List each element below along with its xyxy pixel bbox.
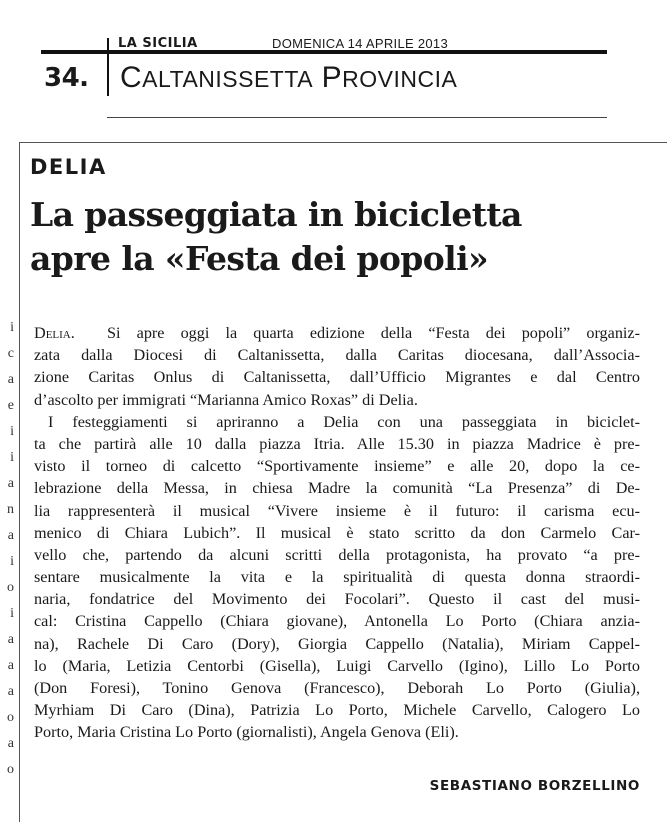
neighbor-column-fragment: n: [7, 502, 14, 517]
body-line: lo (Maria, Letizia Centorbi (Gisella), Luigi Carvello (Igino), Lillo Lo Porto: [34, 656, 640, 675]
neighbor-column-fragment: e: [7, 398, 14, 413]
article-frame-left: [19, 142, 20, 822]
page-number: 34.: [44, 63, 89, 93]
article-byline: SEBASTIANO BORZELLINO: [429, 778, 640, 794]
neighbor-column-fragment: i: [10, 424, 14, 439]
body-line: menico di Chiara Lubich”. Il musical è stato scritto da don Carmelo Car-: [34, 523, 640, 542]
body-line: sentare musicalmente la vita e la spiritualità di questa donna straordi-: [34, 568, 640, 587]
body-line: naria, fondatrice del Movimento dei Focolari”. Questo il cast del musi-: [34, 590, 640, 609]
neighbor-column-fragment: a: [7, 528, 14, 543]
masthead: LA SICILIA: [118, 36, 198, 51]
neighbor-column-fragment: o: [7, 710, 14, 725]
neighbor-column-edge: [0, 315, 14, 783]
neighbor-column-fragment: i: [10, 606, 14, 621]
section-title: [120, 61, 457, 95]
body-line: ta che partirà alle 10 dalla piazza Itria. Alle 15.30 in piazza Madrice è pre-: [34, 434, 640, 453]
neighbor-column-fragment: a: [7, 684, 14, 699]
body-line: d’ascolto per immigrati “Marianna Amico Roxas” di Delia.: [34, 390, 418, 409]
body-line: vello che, partendo da alcuni scritti della protagonista, ha provato “a pre-: [34, 545, 640, 564]
body-line: zione Caritas Onlus di Caltanissetta, dall’Ufficio Migrantes e dal Centro: [34, 368, 640, 387]
body-line: Delia. Si apre oggi la quarta edizione della “Festa dei popoli” organiz-: [34, 324, 640, 342]
headline-line: La passeggiata in bicicletta: [30, 195, 522, 234]
neighbor-column-fragment: a: [7, 736, 14, 751]
body-line: na), Rachele Di Caro (Dory), Giorgia Cappello (Natalia), Miriam Cappel-: [34, 634, 640, 653]
header-bottom-rule: [107, 117, 607, 118]
neighbor-column-fragment: a: [7, 632, 14, 647]
neighbor-column-fragment: a: [7, 372, 14, 387]
section-title-text: CALTANISSETTA PROVINCIA: [120, 61, 458, 94]
body-line: lebrazione della Messa, in chiesa Madre la comunità “La Presenza” di De-: [34, 479, 640, 498]
body-line: Myrhiam Di Caro (Dina), Patrizia Lo Porto, Michele Carvello, Calogero Lo: [34, 701, 640, 720]
neighbor-column-fragment: c: [7, 346, 14, 361]
headline-line: apre la «Festa dei popoli»: [30, 239, 489, 278]
body-line: I festeggiamenti si apriranno a Delia con una passeggiata in biciclet-: [48, 412, 640, 431]
body-line: lia rappresenterà il musical “Vivere insieme è il futuro: il carisma ecu-: [34, 501, 640, 520]
neighbor-column-fragment: o: [7, 762, 14, 777]
neighbor-column-fragment: i: [10, 320, 14, 335]
header-vertical-rule: [107, 38, 109, 96]
neighbor-column-fragment: a: [7, 476, 14, 491]
body-line: (Don Foresi), Tonino Genova (Francesco), Deborah Lo Porto (Giulia),: [34, 679, 640, 697]
dateline: Delia.: [34, 324, 75, 342]
body-line: cal: Cristina Cappello (Chiara giovane), Antonella Lo Porto (Chiara anzia-: [34, 612, 640, 631]
issue-date: DOMENICA 14 APRILE 2013: [272, 36, 448, 51]
article-body: [34, 322, 640, 744]
body-line: zata dalla Diocesi di Caltanissetta, dalla Caritas diocesana, dall’Associa-: [34, 346, 640, 365]
body-line: Porto, Maria Cristina Lo Porto (giornalisti), Angela Genova (Eli).: [34, 723, 459, 742]
neighbor-column-fragment: i: [10, 554, 14, 569]
neighbor-column-fragment: a: [7, 658, 14, 673]
article-headline: [30, 193, 650, 281]
neighbor-column-fragment: o: [7, 580, 14, 595]
article-kicker: DELIA: [30, 155, 107, 179]
article-frame-top: [19, 142, 667, 143]
neighbor-column-fragment: i: [10, 450, 14, 465]
body-line: visto il torneo di calcetto “Sportivamente insieme” e alle 20, dopo la ce-: [34, 457, 640, 476]
